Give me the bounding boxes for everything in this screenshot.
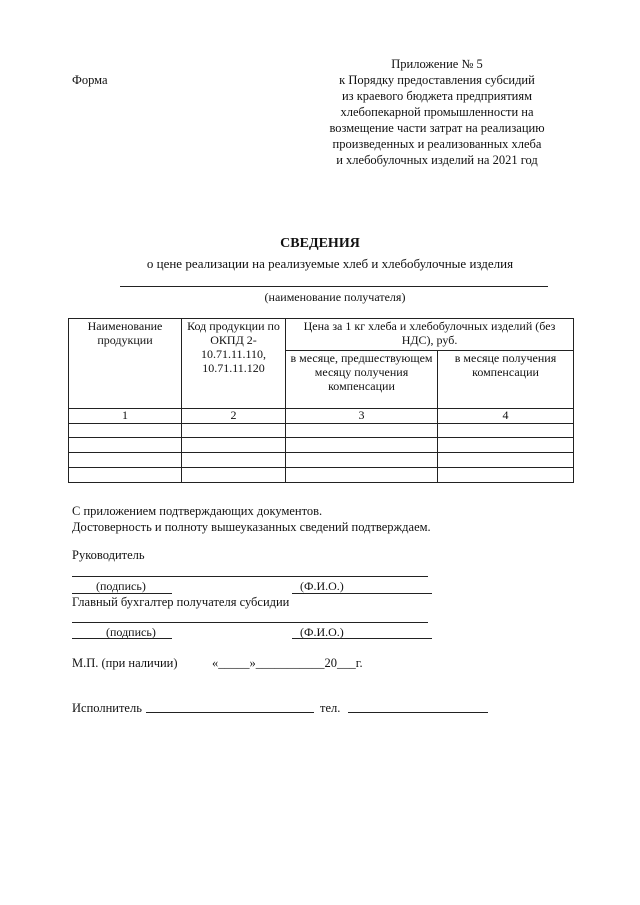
column-number: 1 xyxy=(69,409,182,424)
header-current-month: в месяце получения компенсации xyxy=(438,351,574,409)
column-number: 2 xyxy=(182,409,286,424)
executor-line[interactable] xyxy=(146,712,314,713)
appendix-line: из краевого бюджета предприятиям xyxy=(341,89,533,103)
accountant-label: Главный бухгалтер получателя субсидии xyxy=(72,595,290,609)
accountant-signature-line[interactable] xyxy=(72,622,428,623)
price-table xyxy=(68,318,574,483)
appendix-line: возмещение части затрат на реализацию xyxy=(329,121,545,135)
statement-line-1: С приложением подтверждающих документов. xyxy=(72,504,323,518)
caption-underline xyxy=(292,638,432,639)
accountant-name-caption: (Ф.И.О.) xyxy=(300,625,344,639)
table-row[interactable] xyxy=(69,453,574,468)
header-prev-month: в месяце, предшествующем месяцу получения компенсации xyxy=(286,351,438,409)
recipient-line[interactable] xyxy=(120,286,548,287)
document-title: СВЕДЕНИЯ xyxy=(280,236,360,251)
executor-label: Исполнитель xyxy=(72,701,142,715)
appendix-line: и хлебобулочных изделий на 2021 год xyxy=(336,153,538,167)
caption-underline xyxy=(72,638,172,639)
appendix-line: произведенных и реализованных хлеба xyxy=(332,137,542,151)
header-product-code: Код продукции по ОКПД 2-10.71.11.110, 10.71.11.120 xyxy=(182,319,286,409)
table-row[interactable] xyxy=(69,424,574,438)
appendix-block xyxy=(300,56,574,168)
seal-label: М.П. (при наличии) xyxy=(72,656,178,670)
header-product-name: Наименование продукции xyxy=(69,319,182,409)
column-number: 3 xyxy=(286,409,438,424)
table-row[interactable] xyxy=(69,438,574,453)
head-signature-line[interactable] xyxy=(72,576,428,577)
column-number: 4 xyxy=(438,409,574,424)
accountant-sign-caption: (подпись) xyxy=(106,625,156,639)
phone-label: тел. xyxy=(320,701,341,715)
appendix-line: Приложение № 5 xyxy=(391,57,483,71)
statement-line-2: Достоверность и полноту вышеуказанных сведений подтверждаем. xyxy=(72,520,431,534)
head-label: Руководитель xyxy=(72,548,145,562)
head-name-caption: (Ф.И.О.) xyxy=(300,579,344,593)
caption-underline xyxy=(292,593,432,594)
appendix-line: к Порядку предоставления субсидий xyxy=(339,73,535,87)
date-field[interactable]: «_____»___________20___г. xyxy=(212,656,363,670)
phone-line[interactable] xyxy=(348,712,488,713)
table-row[interactable] xyxy=(69,468,574,483)
form-label: Форма xyxy=(72,73,108,87)
recipient-caption: (наименование получателя) xyxy=(264,290,406,304)
header-price: Цена за 1 кг хлеба и хлебобулочных изделий (без НДС), руб. xyxy=(286,319,574,351)
appendix-line: хлебопекарной промышленности на xyxy=(340,105,534,119)
head-sign-caption: (подпись) xyxy=(96,579,146,593)
document-subtitle: о цене реализации на реализуемые хлеб и хлебобулочные изделия xyxy=(146,256,514,271)
